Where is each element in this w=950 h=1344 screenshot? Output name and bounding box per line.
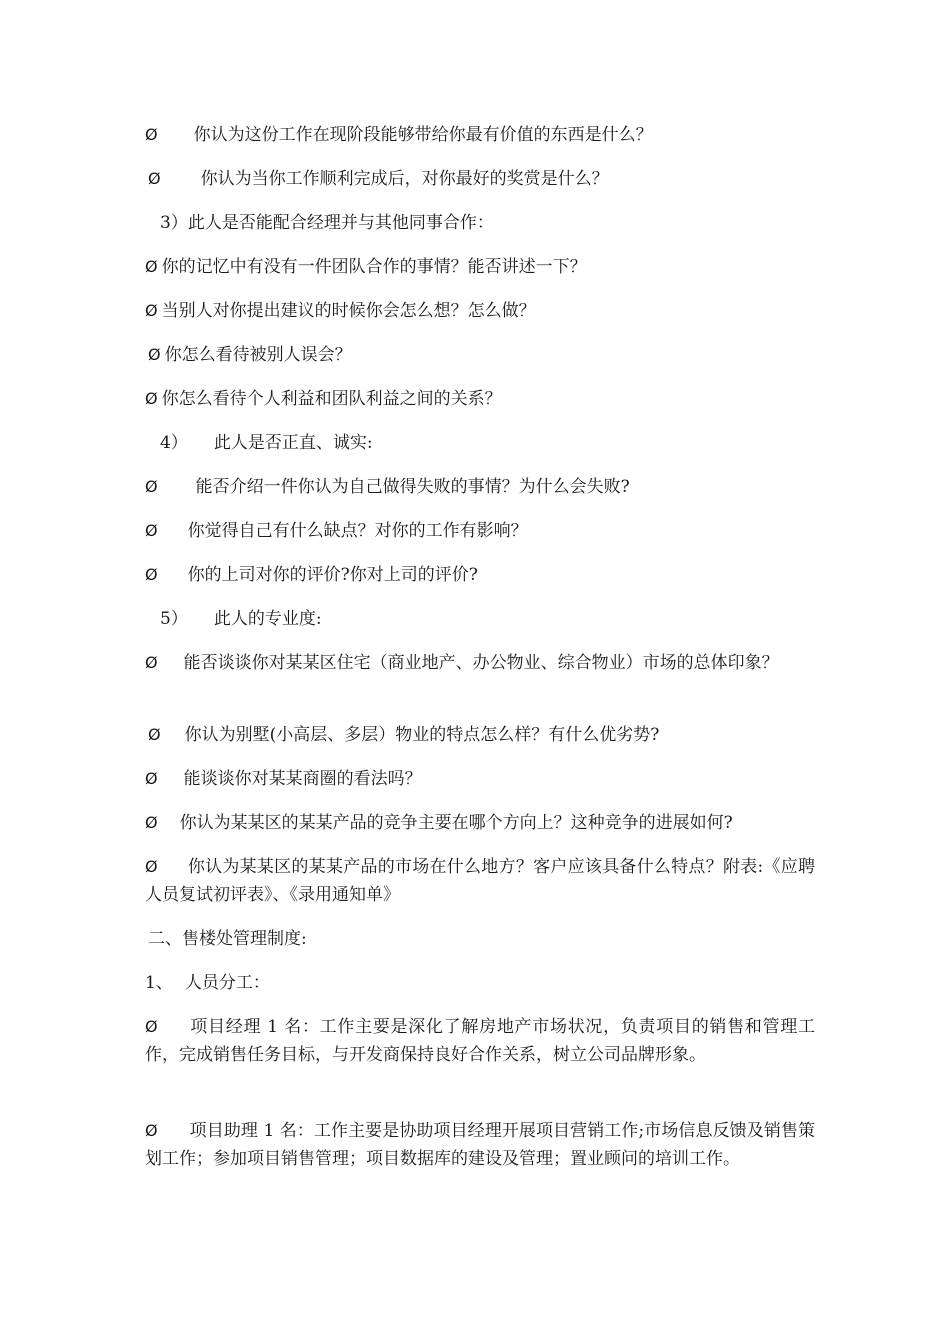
list-item <box>145 649 815 677</box>
section-heading <box>160 209 830 237</box>
heading-number: 5） <box>160 609 188 629</box>
section-heading <box>160 429 830 457</box>
section-heading <box>145 969 815 997</box>
question-text: 当别人对你提出建议的时候你会怎么想？怎么做？ <box>161 301 536 321</box>
question-text: 能谈谈你对某某商圈的看法吗？ <box>183 769 422 789</box>
question-text: 你的记忆中有没有一件团队合作的事情？能否讲述一下？ <box>161 257 587 277</box>
list-item <box>145 517 815 545</box>
bullet-icon: Ø <box>145 389 158 408</box>
bullet-icon: Ø <box>148 345 161 364</box>
heading-text: 此人是否正直、诚实: <box>213 433 373 453</box>
list-item <box>145 1013 815 1069</box>
bullet-icon: Ø <box>145 1121 158 1140</box>
question-text: 你认为这份工作在现阶段能够带给你最有价值的东西是什么？ <box>193 125 653 145</box>
question-text: 你的上司对你的评价?你对上司的评价? <box>187 565 478 585</box>
list-item <box>145 121 815 149</box>
list-item <box>145 765 815 793</box>
bullet-icon: Ø <box>145 653 158 672</box>
question-text: 你认为某某区的某某产品的竞争主要在哪个方向上？这种竞争的进展如何? <box>179 813 733 833</box>
bullet-icon: Ø <box>145 857 158 876</box>
question-text: 能否谈谈你对某某区住宅（商业地产、办公物业、综合物业）市场的总体印象？ <box>183 653 779 673</box>
list-item <box>145 809 815 837</box>
list-item <box>145 473 815 501</box>
list-item <box>145 1117 815 1173</box>
bullet-icon: Ø <box>145 125 158 144</box>
list-item <box>148 165 818 193</box>
question-text: 项目经理 1 名：工作主要是深化了解房地产市场状况，负责项目的销售和管理工作，完成销售任务目标，与开发商保持良好合作关系，树立公司品牌形象。 <box>145 1017 815 1065</box>
question-text: 你认为别墅(小高层、多层）物业的特点怎么样？有什么优劣势? <box>184 725 660 745</box>
section-heading <box>160 605 830 633</box>
heading-text: 二、售楼处管理制度: <box>148 929 307 949</box>
heading-text: 此人的专业度: <box>213 609 322 629</box>
bullet-icon: Ø <box>145 1017 158 1036</box>
list-item <box>148 721 818 749</box>
list-item <box>145 253 815 281</box>
list-item <box>145 853 815 909</box>
bullet-icon: Ø <box>148 725 161 744</box>
bullet-icon: Ø <box>145 565 158 584</box>
heading-text: 人员分工： <box>184 973 270 993</box>
question-text: 你怎么看待被别人误会？ <box>164 345 352 365</box>
list-item <box>145 561 815 589</box>
section-heading <box>148 925 818 953</box>
question-text: 你怎么看待个人利益和团队利益之间的关系？ <box>161 389 502 409</box>
list-item <box>145 297 815 325</box>
bullet-icon: Ø <box>145 521 158 540</box>
list-item <box>148 341 818 369</box>
heading-number: 4） <box>160 433 188 453</box>
bullet-icon: Ø <box>145 257 158 276</box>
question-text: 项目助理 1 名：工作主要是协助项目经理开展项目营销工作;市场信息反馈及销售策划工作；参加项目销售管理；项目数据库的建设及管理；置业顾问的培训工作。 <box>145 1121 815 1169</box>
bullet-icon: Ø <box>145 477 158 496</box>
heading-number: 1、 <box>145 973 173 993</box>
bullet-icon: Ø <box>145 813 158 832</box>
list-item <box>145 385 815 413</box>
heading-text: 3）此人是否能配合经理并与其他同事合作： <box>160 213 494 233</box>
question-text: 你觉得自己有什么缺点？对你的工作有影响？ <box>187 521 528 541</box>
bullet-icon: Ø <box>145 769 158 788</box>
question-text: 你认为当你工作顺利完成后，对你最好的奖赏是什么？ <box>200 169 609 189</box>
question-text: 你认为某某区的某某产品的市场在什么地方？客户应该具备什么特点？附表:《应聘人员复试初评表》、《录用通知单》 <box>145 857 815 905</box>
bullet-icon: Ø <box>148 169 161 188</box>
bullet-icon: Ø <box>145 301 158 320</box>
question-text: 能否介绍一件你认为自己做得失败的事情？为什么会失败? <box>195 477 630 497</box>
